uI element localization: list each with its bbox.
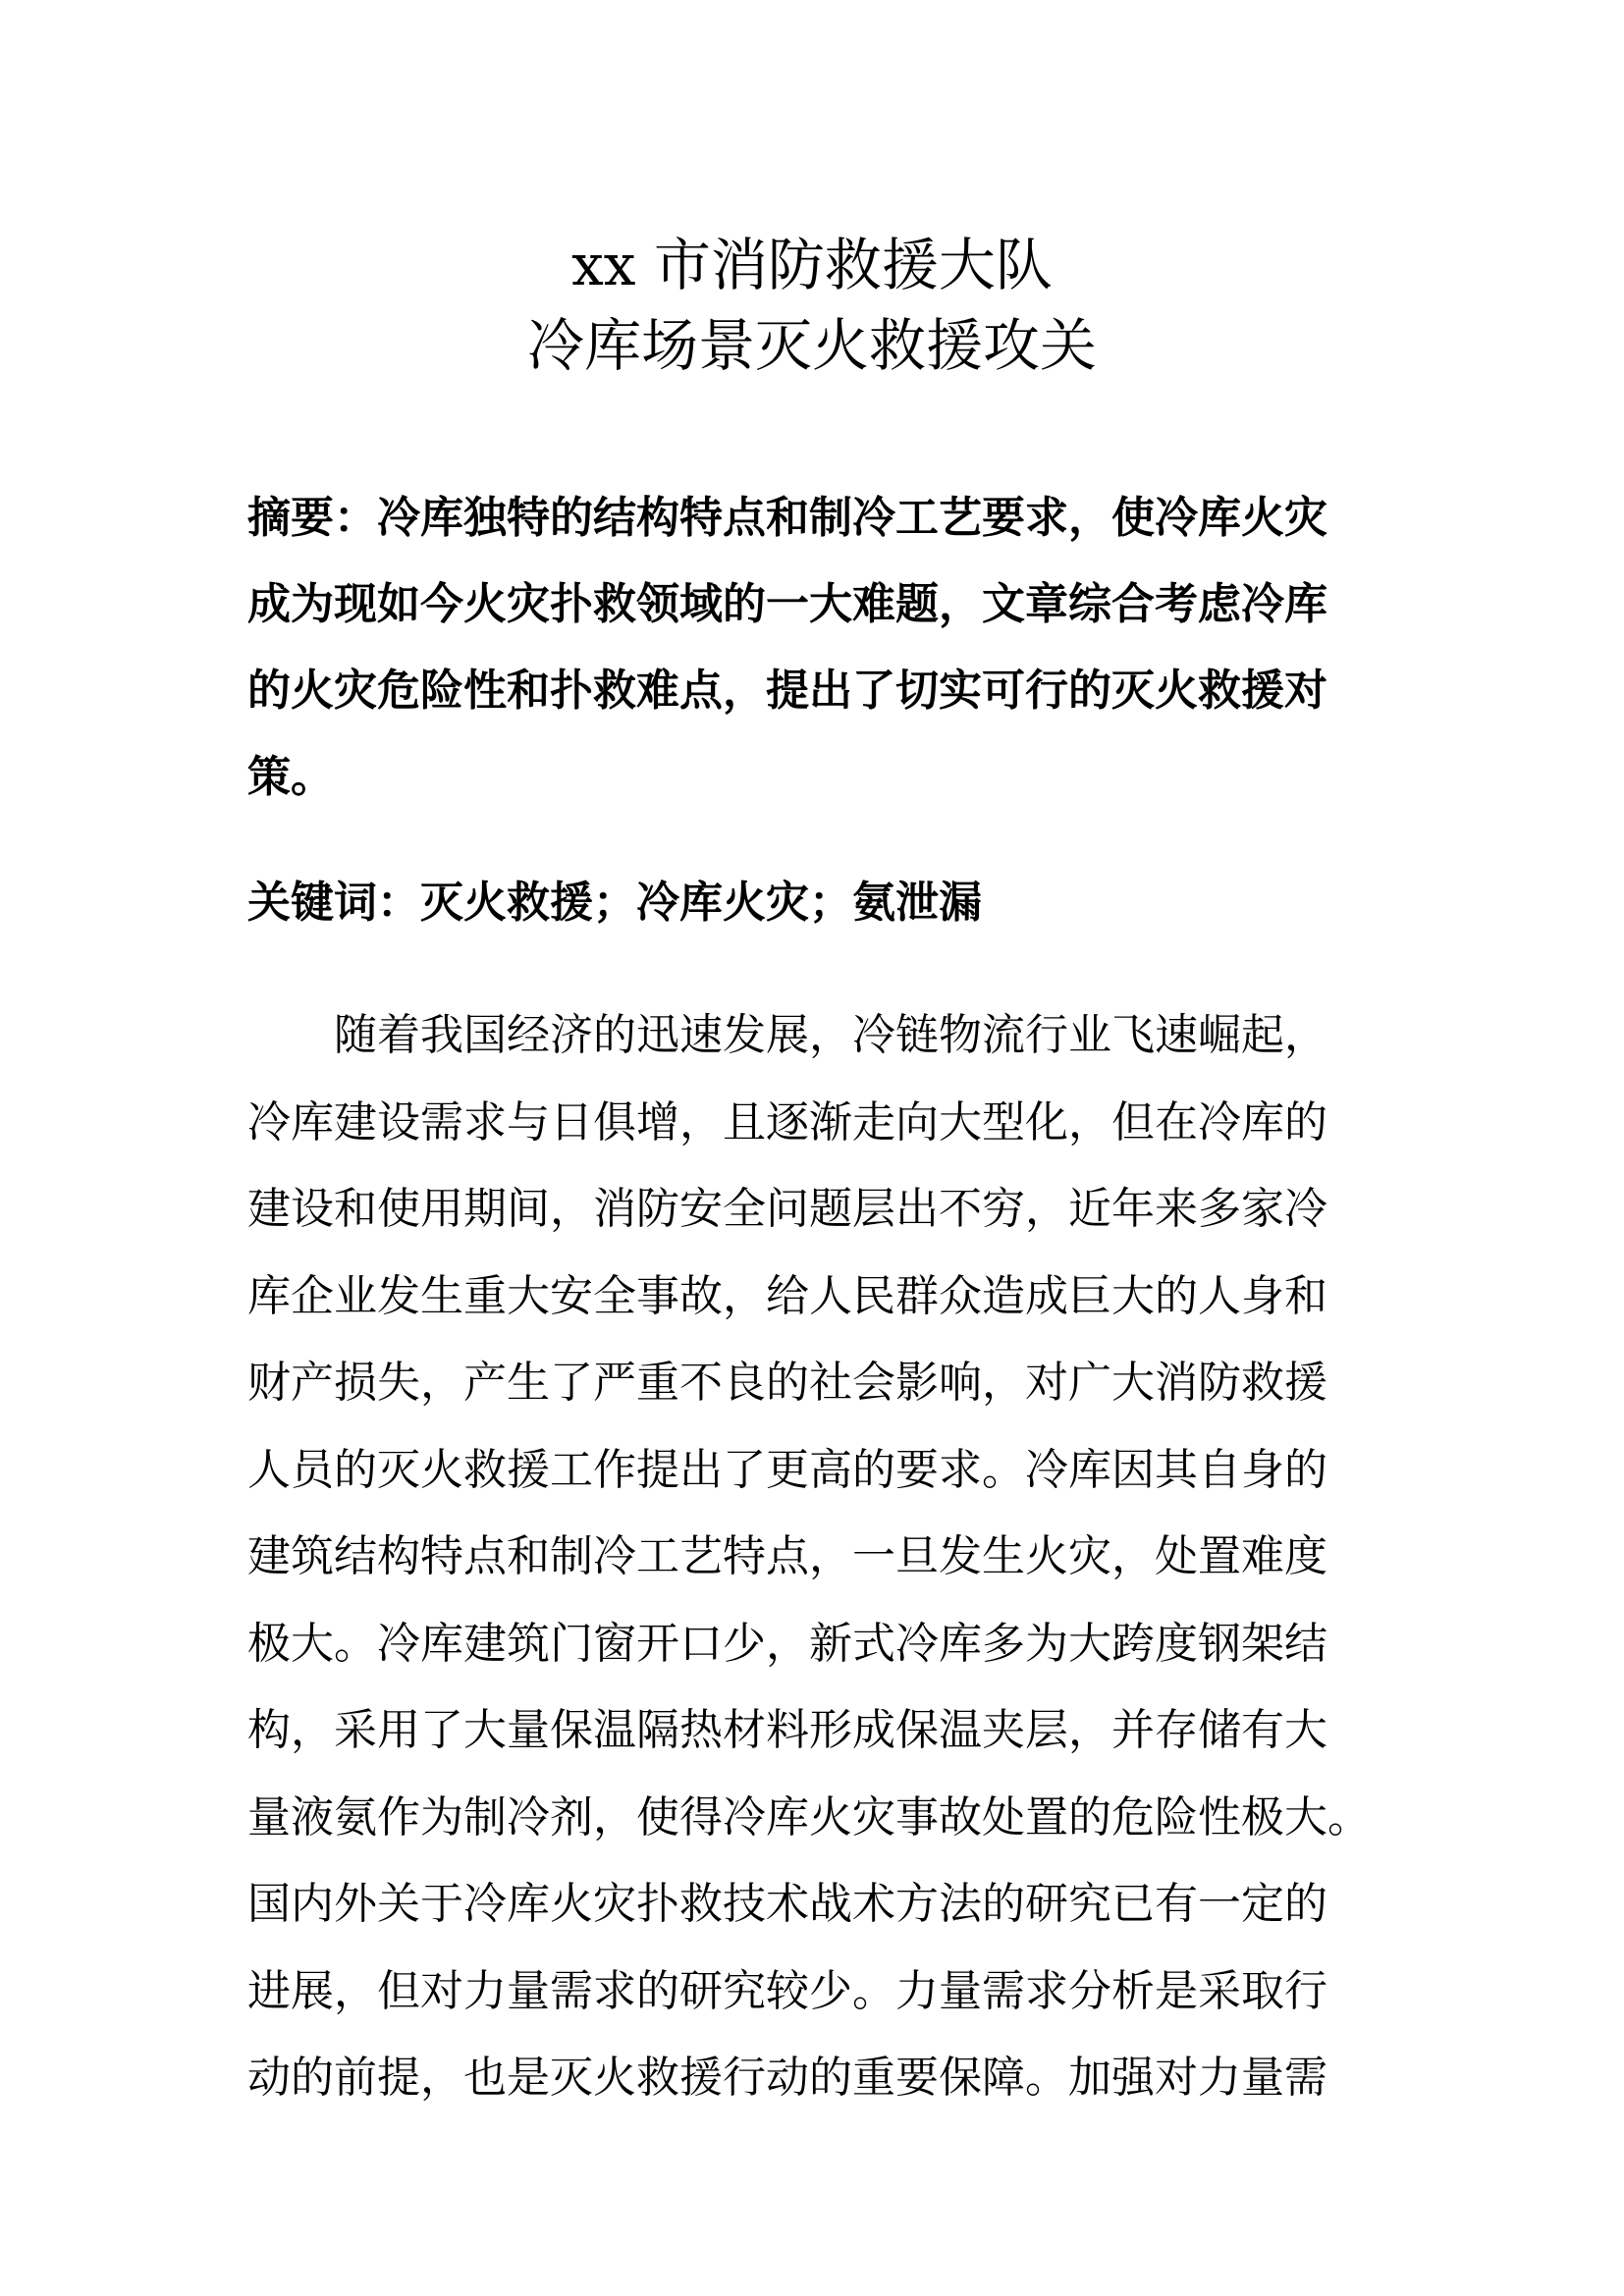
body-line: 进展，但对力量需求的研究较少。力量需求分析是采取行 [247,1965,1327,2016]
body-line: 冷库建设需求与日俱增，且逐渐走向大型化，但在冷库的 [247,1096,1327,1148]
body-line: 库企业发生重大安全事故，给人民群众造成巨大的人身和 [247,1270,1327,1321]
body-line: 国内外关于冷库火灾扑救技术战术方法的研究已有一定的 [247,1879,1327,1929]
body-line: 极大。冷库建筑门窗开口少，新式冷库多为大跨度钢架结 [247,1618,1327,1669]
abstract [247,475,1337,821]
abstract-line: 成为现如今火灾扑救领域的一大难题，文章综合考虑冷库 [247,579,1327,629]
body-line: 人员的灭火救援工作提出了更高的要求。冷库因其自身的 [247,1444,1327,1495]
body-line: 财产损失，产生了严重不良的社会影响，对广大消防救援 [247,1358,1327,1408]
keywords [247,860,1337,946]
body-line: 动的前提，也是灭火救援行动的重要保障。加强对力量需 [247,2053,1327,2103]
body-line: 随着我国经济的迅速发展，冷链物流行业飞速崛起， [334,1010,1327,1060]
body-line: 建筑结构特点和制冷工艺特点，一旦发生火灾，处置难度 [247,1531,1327,1581]
keywords-line: 关键词：灭火救援；冷库火灾；氨泄漏 [247,878,982,928]
title-line-2: 冷库场景灭火救援攻关 [526,312,1097,379]
body-line: 构，采用了大量保温隔热材料形成保温夹层，并存储有大 [247,1705,1327,1755]
abstract-line: 的火灾危险性和扑救难点，提出了切实可行的灭火救援对 [247,666,1327,716]
abstract-line: 摘要：冷库独特的结构特点和制冷工艺要求，使冷库火灾 [247,493,1327,543]
body-line: 建设和使用期间，消防安全问题层出不穷，近年来多家冷 [247,1184,1327,1234]
title-line-1: xx 市消防救援大队 [571,232,1053,298]
body-line: 量液氨作为制冷剂，使得冷库火灾事故处置的危险性极大。 [247,1791,1371,1842]
abstract-line: 策。 [247,752,334,802]
body-paragraph [247,992,1371,2122]
